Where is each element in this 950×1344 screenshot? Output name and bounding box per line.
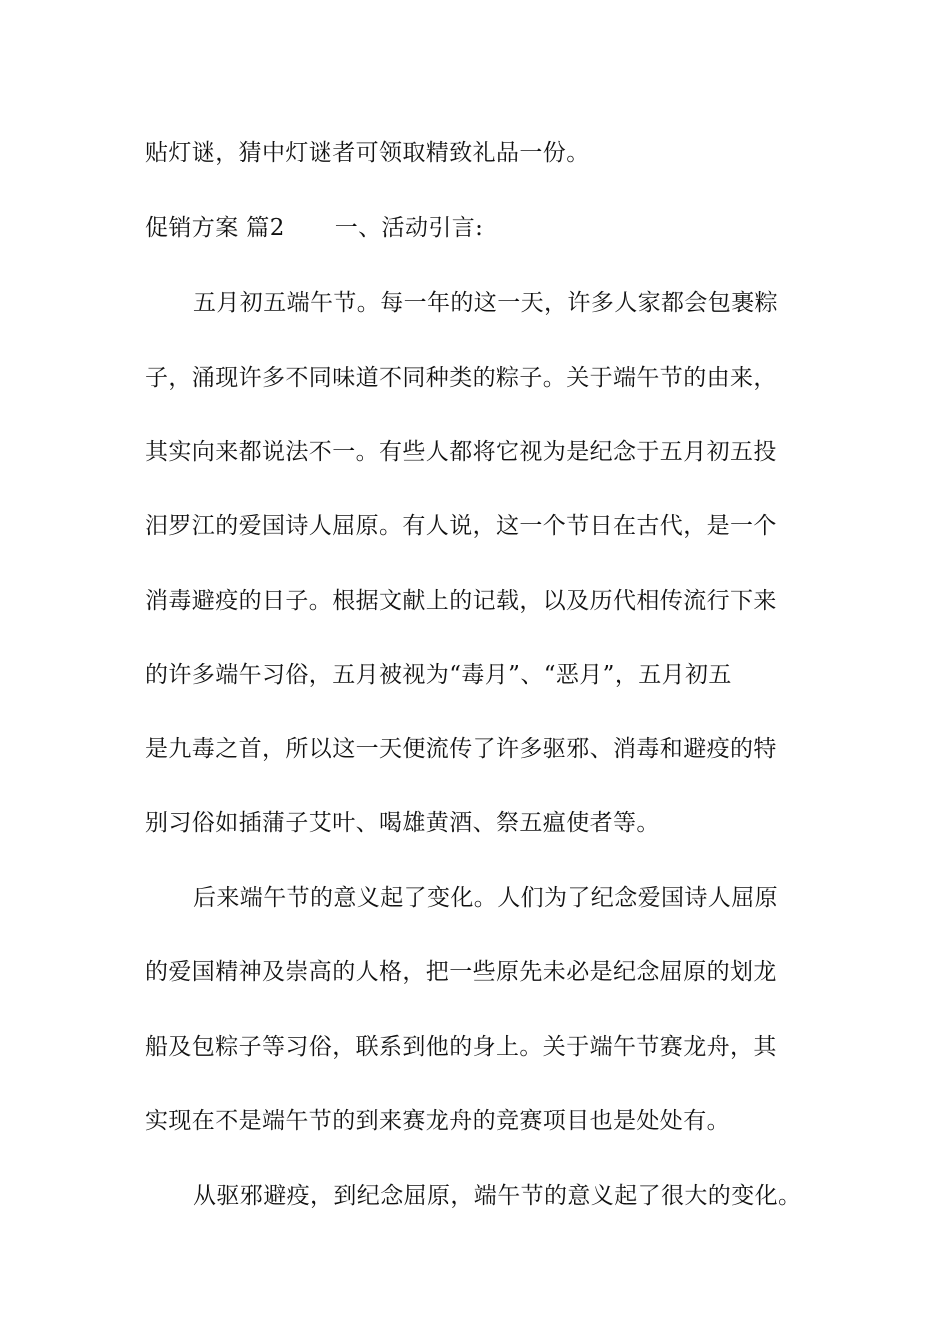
article-title: 促销方案 篇2 bbox=[145, 215, 285, 241]
text-line: 消毒避疫的日子。根据文献上的记载，以及历代相传流行下来 bbox=[145, 588, 777, 614]
text-line: 的爱国精神及崇高的人格，把一些原先未必是纪念屈原的划龙 bbox=[145, 959, 777, 985]
paragraph-first-line: 五月初五端午节。每一年的这一天，许多人家都会包裹粽 bbox=[193, 290, 778, 316]
text-line: 其实向来都说法不一。有些人都将它视为是纪念于五月初五投 bbox=[145, 439, 777, 465]
text-line: 贴灯谜，猜中灯谜者可领取精致礼品一份。 bbox=[145, 140, 590, 166]
text-line: 是九毒之首，所以这一天便流传了许多驱邪、消毒和避疫的特 bbox=[145, 736, 777, 762]
text-line: 船及包粽子等习俗，联系到他的身上。关于端午节赛龙舟，其 bbox=[145, 1034, 777, 1060]
text-line: 别习俗如插蒲子艾叶、喝雄黄酒、祭五瘟使者等。 bbox=[145, 810, 660, 836]
section-title: 一、活动引言: bbox=[334, 215, 484, 241]
text-line: 汨罗江的爱国诗人屈原。有人说，这一个节日在古代，是一个 bbox=[145, 513, 777, 539]
paragraph-first-line: 后来端午节的意义起了变化。人们为了纪念爱国诗人屈原 bbox=[193, 885, 778, 911]
text-line: 实现在不是端午节的到来赛龙舟的竞赛项目也是处处有。 bbox=[145, 1108, 730, 1134]
section-heading bbox=[145, 211, 835, 245]
paragraph-first-line: 从驱邪避疫，到纪念屈原，端午节的意义起了很大的变化。 bbox=[193, 1183, 802, 1209]
text-line: 的许多端午习俗，五月被视为“毒月”、“恶月”，五月初五 bbox=[145, 662, 732, 688]
text-line: 子，涌现许多不同味道不同种类的粽子。关于端午节的由来， bbox=[145, 365, 777, 391]
